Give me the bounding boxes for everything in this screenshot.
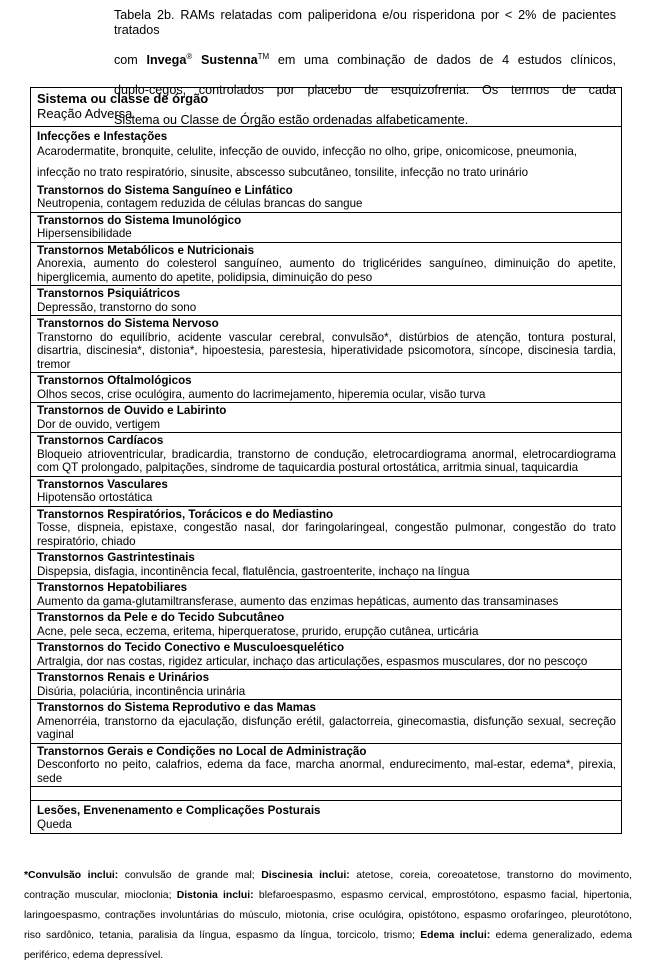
row-title: Lesões, Envenenamento e Complicações Posturais [37,804,321,817]
table-row [31,743,621,787]
row-title: Infecções e Infestações [37,130,168,143]
table-row [31,579,621,609]
table-row [31,639,621,669]
caption-drug-name-1: Invega [146,53,187,67]
row-body-line-2: infecção no trato respiratório, sinusite, abscesso subcutâneo, tonsilite, infecção no trato urinário [37,166,529,179]
row-body: Neutropenia, contagem reduzida de células brancas do sangue [37,197,363,210]
table-rows [31,183,621,787]
row-title: Transtornos do Sistema Imunológico [37,213,242,227]
adverse-reactions-table [30,87,622,834]
row-title: Transtornos Gerais e Condições no Local de Administração [37,744,367,758]
row-body: Olhos secos, crise oculógira, aumento do lacrimejamento, hiperemia ocular, visão turva [37,387,486,401]
row-title: Transtornos Cardíacos [37,434,164,447]
row-title: Transtornos do Sistema Reprodutivo e das Mamas [37,701,316,714]
row-body: Disúria, polaciúria, incontinência urinária [37,684,246,698]
row-title: Transtornos Respiratórios, Torácicos e do Mediastino [37,507,334,521]
row-body: Desconforto no peito, calafrios, edema da face, marcha anormal, endurecimento, mal-estar, edema*, pirexia, sede [37,758,616,785]
row-title: Transtornos Oftalmológicos [37,374,192,387]
caption-line-4: Sistema ou Classe de Órgão estão ordenadas alfabeticamente. [114,113,469,127]
header-system-class: Sistema ou classe de órgão [37,91,209,106]
table-empty-row [31,786,621,800]
row-body: Amenorréia, transtorno da ejaculação, disfunção erétil, galactorreia, ginecomastia, disfunção sexual, secreção vaginal [37,714,616,741]
row-body: Artralgia, dor nas costas, rigidez articular, inchaço das articulações, espasmos musculares, dor no pescoço [37,654,588,668]
footnote-edema-text: edema generalizado, edema periférico, edema depressível. [24,930,633,961]
row-body: Dor de ouvido, vertigem [37,417,161,431]
row-body: Queda [37,817,72,831]
footnote-convulsao-label: *Convulsão inclui: [24,870,119,881]
table-row [31,699,621,743]
row-body: Acne, pele seca, eczema, eritema, hiperqueratose, prurido, erupção cutânea, urticária [37,624,479,638]
row-title: Transtornos Renais e Urinários [37,671,210,684]
table-row-infections [31,126,621,183]
caption-line-2-post: em uma combinação de dados de 4 estudos clínicos, [269,53,617,67]
table-row [31,285,621,315]
table-row [31,476,621,506]
table-row [31,183,621,212]
table-row [31,669,621,699]
table-row [31,506,621,550]
footnote-discinesia-label: Discinesia inclui: [261,870,350,881]
caption-drug-name-2: Sustenna [192,53,258,67]
table-row [31,549,621,579]
footnote-edema-label: Edema inclui: [420,930,491,941]
row-body: Anorexia, aumento do colesterol sanguíneo, aumento do triglicérides sanguíneo, diminuição do apetite, hiperglicemia, aumento do apetite, polidipsia, diminuição do peso [37,257,616,284]
row-body: Bloqueio atrioventricular, bradicardia, transtorno de condução, eletrocardiograma anormal, eletrocardiograma com QT prolongado, palpitações, síndrome de taquicardia postural ortostática, arritmia sinual, taquicardia [37,447,616,474]
row-body: Dispepsia, disfagia, incontinência fecal, flatulência, gastroenterite, inchaço na língua [37,564,470,578]
table-header [31,88,621,126]
table-row [31,402,621,432]
row-title: Transtornos de Ouvido e Labirinto [37,404,227,417]
footnote-convulsao-text: convulsão de grande mal; [118,870,262,881]
table-row [31,315,621,372]
footnote-distonia-label: Distonia inclui: [176,890,254,901]
row-title: Transtornos Metabólicos e Nutricionais [37,243,255,257]
table-row [31,242,621,286]
caption-line-2 [44,53,616,83]
footnote [24,866,632,966]
row-body-line-1: Acarodermatite, bronquite, celulite, infecção de ouvido, infecção no olho, gripe, onicomicose, pneumonia, [37,144,578,158]
row-body: Aumento da gama-glutamiltransferase, aumento das enzimas hepáticas, aumento das transaminases [37,594,559,608]
row-title: Transtornos Vasculares [37,477,168,491]
row-title: Transtornos do Sistema Nervoso [37,317,219,330]
caption-line-3: duplo-cegos, controlados por placebo de esquizofrenia. Os termos de cada [114,83,616,97]
row-title: Transtornos Hepatobiliares [37,581,188,594]
footnote-discinesia-text: atetose, coreia, coreoatetose, transtorno do movimento, contração muscular, mioclonia; [24,870,633,901]
footnote-distonia-text: blefaroespasmo, espasmo cervical, emprostótono, espasmo facial, hipertonia, laringoespasmo, contrações involuntárias do músculo, miotonia, crise oculógira, opistótono, espasmo orofaríngeo, pleurotótono, riso sardônico, tetania, paralisia da língua, espasmo da língua, torcicolo, trismo; [24,890,632,941]
row-title: Transtornos da Pele e do Tecido Subcutâneo [37,611,285,624]
caption-line-2-pre: com [114,53,147,67]
row-body: Hipersensibilidade [37,227,132,240]
caption-registered-mark: ® [186,51,193,61]
row-title: Transtornos do Sistema Sanguíneo e Linfático [37,183,293,197]
header-adverse-reaction: Reação Adversa [37,106,133,121]
table-row [31,212,621,242]
row-body: Hipotensão ortostática [37,491,153,504]
table-row [31,432,621,476]
caption-line-1: Tabela 2b. RAMs relatadas com paliperidona e/ou risperidona por < 2% de pacientes tratados [114,8,616,37]
row-body: Tosse, dispneia, epistaxe, congestão nasal, dor faringolaringeal, congestão pulmonar, congestão do trato respiratório, chiado [37,521,616,548]
table-row [31,609,621,639]
caption-trademark: TM [257,51,270,61]
row-body: Transtorno do equilíbrio, acidente vascular cerebral, convulsão*, distúrbios de atenção, tontura postural, disartria, discinesia*, distonia*, hipoestesia, parestesia, hiperatividade psicomotora, síncope, discinesia tardia, tremor [37,330,616,371]
row-title: Transtornos Psiquiátricos [37,287,181,300]
table-row [31,372,621,402]
row-title: Transtornos Gastrintestinais [37,551,195,564]
row-body: Depressão, transtorno do sono [37,300,197,314]
row-title: Transtornos do Tecido Conectivo e Musculoesquelético [37,641,345,654]
table-row-injuries [31,800,621,833]
